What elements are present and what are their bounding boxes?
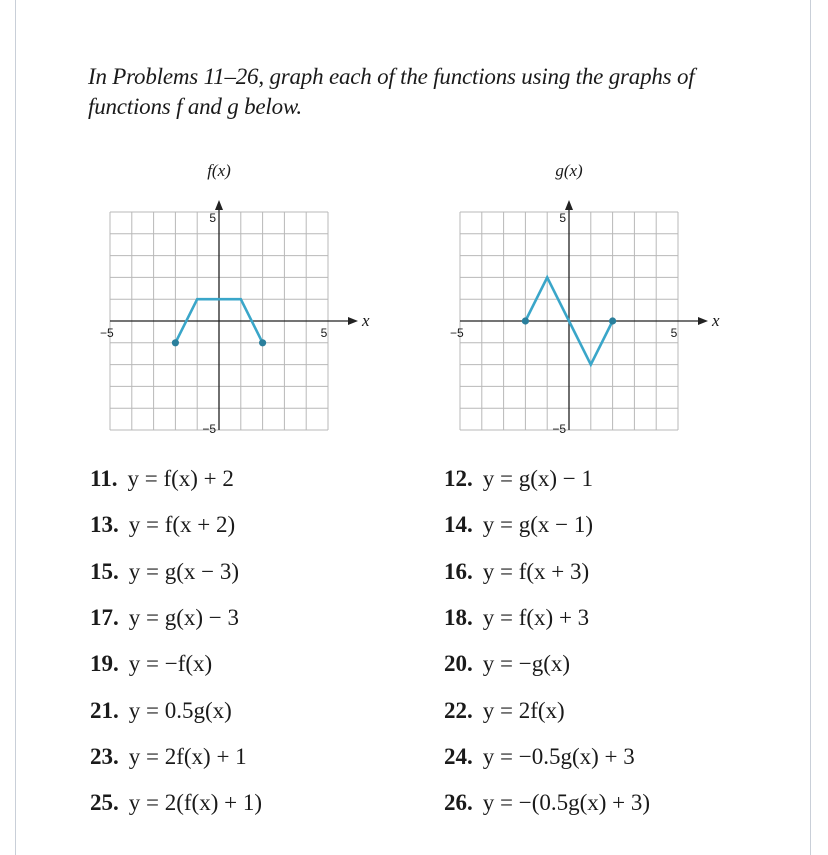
problem-number: 16.	[444, 558, 473, 584]
problem-number: 25.	[90, 790, 119, 816]
problem-expression: y = 2f(x) + 1	[128, 743, 247, 769]
problem-expression: y = −0.5g(x) + 3	[482, 743, 635, 769]
problem-expression: y = −f(x)	[128, 651, 213, 677]
problem-expression: y = g(x) − 3	[128, 604, 240, 630]
problem-expression: y = f(x + 3)	[482, 558, 590, 584]
x-axis-arrow	[698, 317, 708, 325]
instructions: In Problems 11–26, graph each of the functions using the graphs of functions f and g below.	[88, 64, 695, 119]
endpoint-dot	[522, 317, 529, 324]
problem-expression: y = g(x) − 1	[482, 466, 594, 491]
problem-number: 17.	[90, 604, 119, 630]
tick-y-min: −5	[552, 422, 566, 436]
problem-item	[90, 649, 212, 679]
tick-y-max: 5	[559, 211, 566, 225]
problem-item	[444, 742, 635, 772]
problem-item	[444, 464, 593, 494]
problem-item	[90, 788, 262, 818]
problem-number: 21.	[90, 697, 119, 723]
problem-item	[90, 557, 239, 587]
graph-g	[428, 150, 728, 440]
x-axis-label: x	[362, 311, 370, 330]
y-axis-arrow	[565, 200, 573, 210]
problem-number: 14.	[444, 512, 473, 538]
x-axis-arrow	[348, 317, 358, 325]
problem-number: 26.	[444, 790, 473, 816]
graph-f	[78, 150, 378, 440]
problem-number: 11.	[90, 466, 118, 491]
problem-number: 23.	[90, 743, 119, 769]
problem-number: 20.	[444, 651, 473, 677]
graph-g-svg	[428, 150, 728, 440]
tick-x-max: 5	[320, 326, 328, 340]
x-axis-label: x	[712, 311, 720, 330]
function-label: g(x)	[555, 161, 583, 180]
problem-expression: y = f(x) + 3	[482, 604, 590, 630]
problem-expression: y = g(x − 3)	[128, 558, 240, 584]
problem-number: 24.	[444, 743, 473, 769]
problem-number: 19.	[90, 651, 119, 677]
problem-item	[90, 464, 234, 494]
y-axis-arrow	[215, 200, 223, 210]
problem-expression: y = f(x) + 2	[127, 466, 234, 491]
problem-number: 22.	[444, 697, 473, 723]
problem-item	[444, 603, 589, 633]
tick-y-min: −5	[202, 422, 216, 436]
tick-x-min: −5	[450, 326, 464, 340]
endpoint-dot	[259, 339, 266, 346]
problem-expression: y = g(x − 1)	[482, 512, 594, 538]
problem-item	[444, 696, 565, 726]
endpoint-dot	[172, 339, 179, 346]
problem-number: 12.	[444, 466, 473, 491]
problem-item	[90, 742, 247, 772]
problem-item	[444, 788, 650, 818]
graph-f-svg	[78, 150, 378, 440]
problem-expression: y = f(x + 2)	[128, 512, 236, 538]
tick-x-max: 5	[670, 326, 678, 340]
page-border-right	[810, 0, 811, 855]
tick-y-max: 5	[209, 211, 216, 225]
tick-x-min: −5	[100, 326, 114, 340]
problem-item	[90, 696, 232, 726]
endpoint-dot	[609, 317, 616, 324]
problem-item	[444, 557, 589, 587]
problem-number: 13.	[90, 512, 119, 538]
problem-item	[444, 649, 570, 679]
problem-number: 15.	[90, 558, 119, 584]
problem-expression: y = 2(f(x) + 1)	[128, 790, 262, 816]
problem-expression: y = −(0.5g(x) + 3)	[482, 790, 651, 816]
problem-item	[90, 510, 235, 540]
problem-item	[90, 603, 239, 633]
problem-expression: y = 2f(x)	[482, 697, 565, 723]
problem-item	[444, 510, 593, 540]
problem-expression: y = −g(x)	[482, 651, 571, 677]
function-label: f(x)	[207, 161, 231, 180]
problem-expression: y = 0.5g(x)	[128, 697, 232, 723]
problem-number: 18.	[444, 604, 473, 630]
page-border-left	[15, 0, 16, 855]
